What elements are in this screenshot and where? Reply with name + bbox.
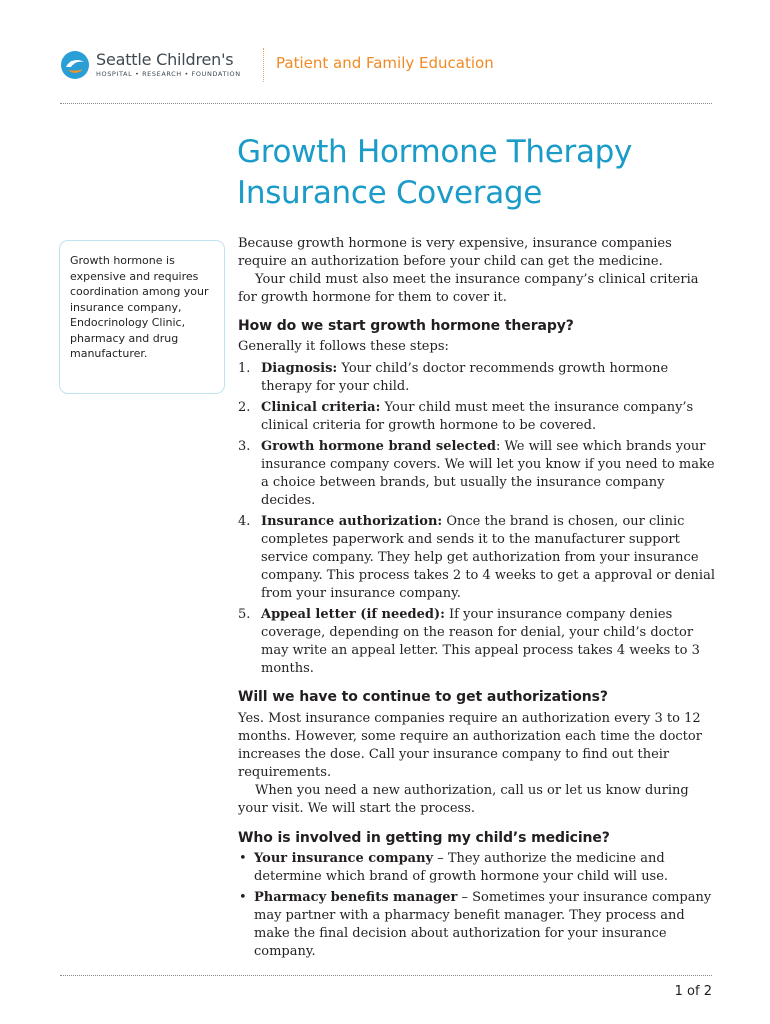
- list-item: 3. Growth hormone brand selected: We will see which brands your insurance company covers. We will let you know if you need to make a choice between brands, but usually the insurance company decides.: [238, 439, 715, 508]
- page-header: [58, 46, 718, 86]
- list-item: • Your insurance company – They authorize the medicine and determine which brand of growth hormone your child will use.: [239, 851, 669, 884]
- list-item: 2. Clinical criteria: Your child must meet the insurance company’s clinical criteria for growth hormone to be covered.: [238, 400, 694, 433]
- section-heading-authorizations: Will we have to continue to get authorizations?: [238, 689, 608, 705]
- top-rule: [60, 103, 712, 104]
- section-heading-who-involved: Who is involved in getting my child’s medicine?: [238, 830, 610, 846]
- page-title: [237, 132, 717, 214]
- page-number: 1 of 2: [674, 984, 712, 999]
- authorizations-paragraph-2: When you need a new authorization, call us or let us know during your visit. We will start the process.: [238, 783, 689, 816]
- org-name: Seattle Children's: [96, 50, 234, 69]
- section-heading-start-therapy: How do we start growth hormone therapy?: [238, 318, 574, 334]
- steps-list: [238, 360, 716, 678]
- involved-list: [238, 850, 716, 961]
- authorizations-paragraph-1: Yes. Most insurance companies require an authorization every 3 to 12 months. However, some require an authorization each time the doctor increases the dose. Call your insurance company to find out their requirements.: [238, 711, 702, 780]
- sidebar-callout: Growth hormone is expensive and requires coordination among your insurance company, Endocrinology Clinic, pharmacy and drug manufacturer.: [59, 240, 225, 394]
- title-line-1: Growth Hormone Therapy: [237, 134, 633, 170]
- header-divider: [263, 48, 265, 82]
- section-label: Patient and Family Education: [276, 54, 494, 72]
- org-tagline: HOSPITAL • RESEARCH • FOUNDATION: [96, 70, 241, 78]
- list-item: 5. Appeal letter (if needed): If your insurance company denies coverage, depending on the reason for denial, your child’s doctor may write an appeal letter. This appeal process takes 4 weeks to 3 months.: [238, 607, 700, 676]
- main-content: [238, 235, 716, 964]
- list-item: 4. Insurance authorization: Once the brand is chosen, our clinic completes paperwork and sends it to the manufacturer support service company. They help get authorization from your insurance company. This process takes 2 to 4 weeks to get a approval or denial from your insurance company.: [238, 514, 715, 601]
- bottom-rule: [60, 975, 712, 976]
- list-item: 1. Diagnosis: Your child’s doctor recommends growth hormone therapy for your child.: [238, 361, 669, 394]
- intro-paragraph-2: Your child must also meet the insurance company’s clinical criteria for growth hormone for them to cover it.: [238, 272, 699, 305]
- seattle-childrens-logo-icon: [60, 50, 90, 80]
- list-item: • Pharmacy benefits manager – Sometimes your insurance company may partner with a pharmacy benefit manager. They process and make the final decision about authorization for your insurance company.: [239, 890, 712, 959]
- intro-paragraph-1: Because growth hormone is very expensive, insurance companies require an authorization before your child can get the medicine.: [238, 236, 672, 269]
- steps-lead: Generally it follows these steps:: [238, 339, 449, 354]
- title-line-2: Insurance Coverage: [237, 175, 543, 211]
